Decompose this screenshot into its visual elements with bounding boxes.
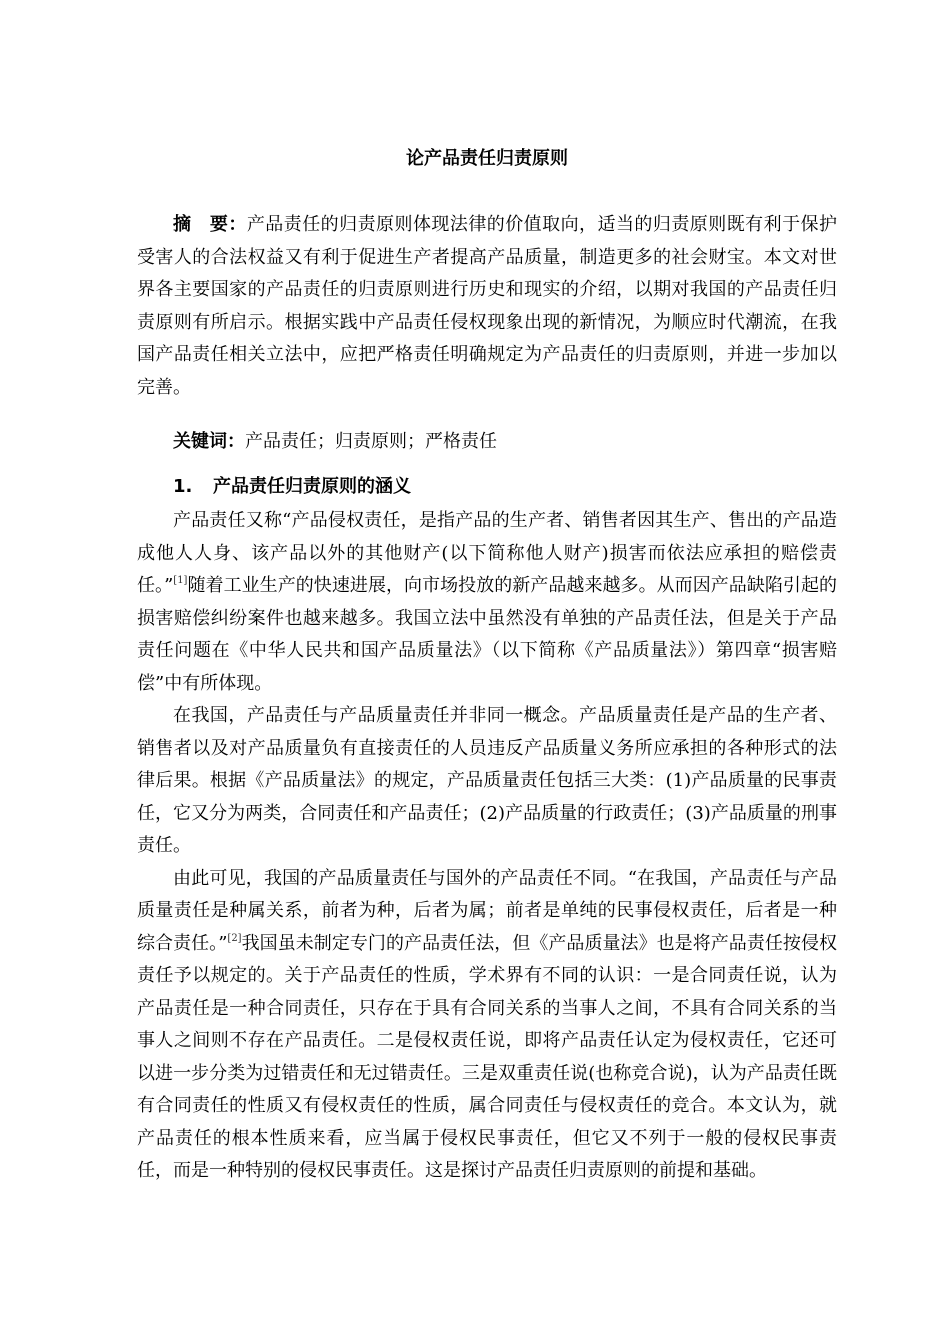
abstract-label: 摘 要： (173, 214, 247, 235)
section-title: 产品责任归责原则的涵义 (213, 476, 411, 497)
keywords-paragraph (137, 426, 837, 459)
abstract-text: 产品责任的归责原则体现法律的价值取向，适当的归责原则既有利于保护受害人的合法权益又有利于促进生产者提高产品质量，制造更多的社会财宝。本文对世界各主要国家的产品责任的归责原则进行历史和现实的介绍，以期对我国的产品责任归责原则有所启示。根据实践中产品责任侵权现象出现的新情况，为顺应时代潮流，在我国产品责任相关立法中，应把严格责任明确规定为产品责任的归责原则，并进一步加以完善。 (137, 214, 837, 398)
footnote-ref-1[interactable]: [1] (173, 575, 188, 586)
footnote-ref-2[interactable]: [2] (227, 932, 242, 944)
keywords-section (137, 426, 837, 459)
body-paragraph-3 (137, 863, 837, 1188)
abstract-section (137, 209, 837, 404)
abstract-paragraph (137, 209, 837, 404)
section-heading (173, 473, 411, 501)
section-body (137, 505, 837, 1188)
body-paragraph-1 (137, 505, 837, 700)
body-paragraph-2: 在我国，产品责任与产品质量责任并非同一概念。产品质量责任是产品的生产者、销售者以及对产品质量负有直接责任的人员违反产品质量义务所应承担的各种形式的法律后果。根据《产品质量法》的规定，产品质量责任包括三大类：(1)产品质量的民事责任，它又分为两类，合同责任和产品责任；(2)产品质量的行政责任；(3)产品质量的刑事责任。 (137, 705, 837, 856)
paragraph-1-text-b: 随着工业生产的快速进展，向市场投放的新产品越来越多。从而因产品缺陷引起的损害赔偿纠纷案件也越来越多。我国立法中虽然没有单独的产品责任法，但是关于产品责任问题在《中华人民共和国产品质量法》（以下简称《产品质量法》）第四章“损害赔偿”中有所体现。 (137, 575, 838, 694)
section-number: 1. (173, 476, 193, 497)
paragraph-3-text-a: 由此可见，我国的产品质量责任与国外的产品责任不同。“在我国，产品责任与产品质量责任是种属关系，前者为种，后者为属；前者是单纯的民事侵权责任，后者是一种综合责任。” (137, 867, 837, 954)
paragraph-1-text-a: 产品责任又称“产品侵权责任，是指产品的生产者、销售者因其生产、售出的产品造成他人人身、该产品以外的其他财产(以下简称他人财产)损害而依法应承担的赔偿责任。” (137, 510, 837, 596)
keywords-label: 关键词： (173, 431, 245, 452)
document-title: 论产品责任归责原则 (406, 148, 568, 169)
keywords-text: 产品责任；归责原则；严格责任 (245, 431, 497, 452)
paragraph-3-text-b: 我国虽未制定专门的产品责任法，但《产品质量法》也是将产品责任按侵权责任予以规定的。关于产品责任的性质，学术界有不同的认识：一是合同责任说，认为产品责任是一种合同责任，只存在于具有合同关系的当事人之间，不具有合同关系的当事人之间则不存在产品责任。二是侵权责任说，即将产品责任认定为侵权责任，它还可以进一步分类为过错责任和无过错责任。三是双重责任说(也称竞合说)，认为产品责任既有合同责任的性质又有侵权责任的性质，属合同责任与侵权责任的竞合。本文认为，就产品责任的根本性质来看，应当属于侵权民事责任，但它又不列于一般的侵权民事责任，而是一种特别的侵权民事责任。这是探讨产品责任归责原则的前提和基础。 (137, 932, 838, 1181)
